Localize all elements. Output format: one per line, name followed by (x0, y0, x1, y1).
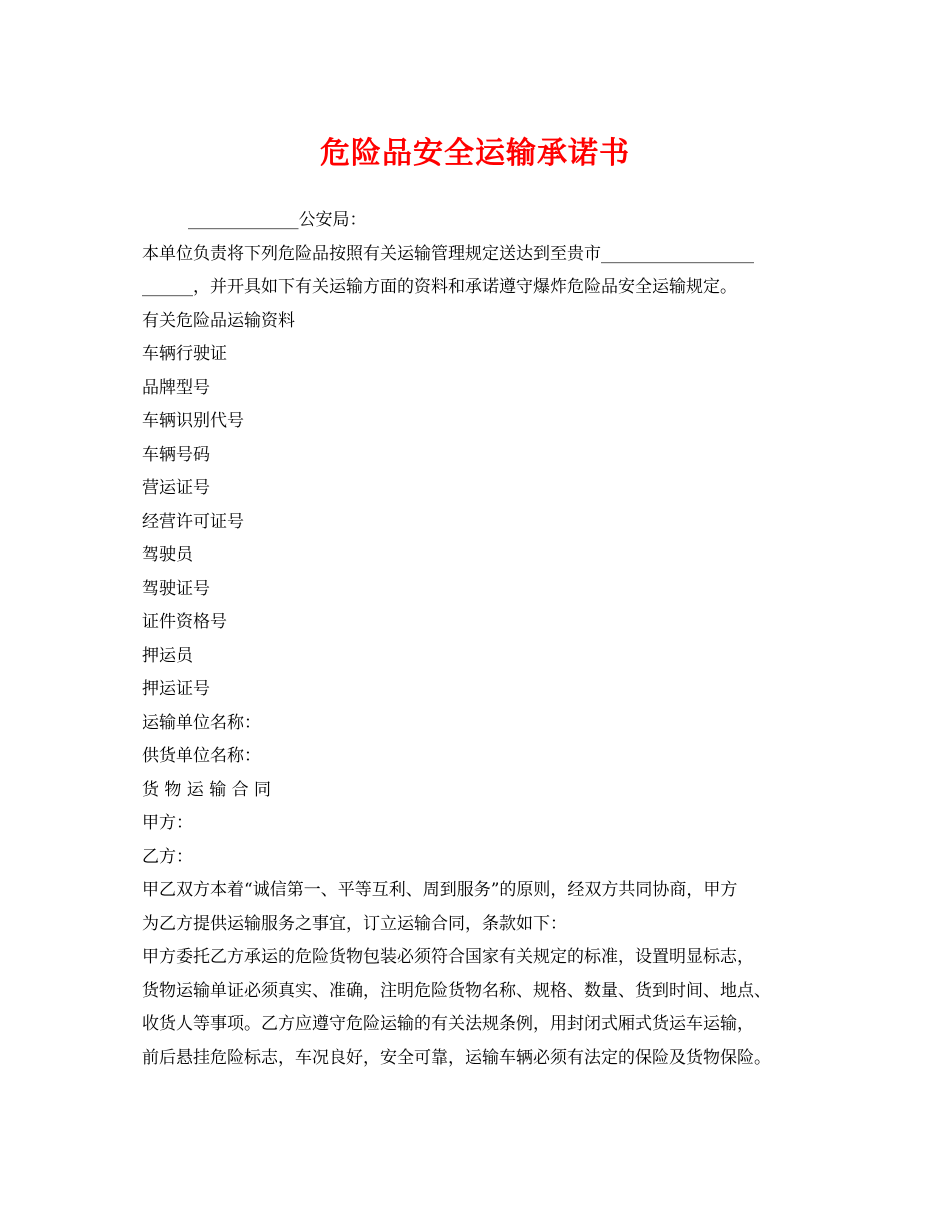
field-label: 驾驶员 (142, 545, 193, 565)
paragraph-line: 收货人等事项。乙方应遵守危险运输的有关法规条例，用封闭式厢式货运车运输， (142, 1014, 754, 1034)
field-label: 车辆识别代号 (142, 411, 244, 431)
field-label: 车辆行驶证 (142, 344, 227, 364)
paragraph-line: 甲乙双方本着“诚信第一、平等互利、周到服务”的原则，经双方共同协商，甲方 (142, 880, 738, 900)
section-heading: 有关危险品运输资料 (142, 310, 295, 331)
paragraph-line: 本单位负责将下列危险品按照有关运输管理规定送达到至贵市__________________ (142, 243, 754, 264)
field-label: 押运证号 (142, 679, 210, 699)
party-a-label: 甲方： (142, 813, 193, 833)
paragraph-line: ______，并开具如下有关运输方面的资料和承诺遵守爆炸危险品安全运输规定。 (142, 277, 737, 297)
field-label: 品牌型号 (142, 377, 210, 398)
field-label: 经营许可证号 (142, 511, 244, 532)
field-label: 驾驶证号 (142, 578, 210, 599)
paragraph-line: 甲方委托乙方承运的危险货物包装必须符合国家有关规定的标准，设置明显标志， (142, 947, 754, 967)
paragraph-line: 前后悬挂危险标志，车况良好，安全可靠，运输车辆必须有法定的保险及货物保险。 (142, 1047, 771, 1068)
field-label: 证件资格号 (142, 612, 227, 632)
addressee-line: _____________公安局： (188, 210, 367, 230)
document-title: 危险品安全运输承诺书 (320, 136, 630, 171)
paragraph-line: 货物运输单证必须真实、准确，注明危险货物名称、规格、数量、货到时间、地点、 (142, 980, 771, 1001)
paragraph-line: 为乙方提供运输服务之事宜，订立运输合同，条款如下： (142, 913, 567, 934)
field-label: 车辆号码 (142, 444, 210, 465)
party-b-label: 乙方： (142, 846, 193, 867)
field-label: 运输单位名称： (142, 712, 261, 733)
contract-heading: 货 物 运 输 合 同 (142, 779, 272, 800)
field-label: 营运证号 (142, 478, 210, 498)
field-label: 押运员 (142, 645, 193, 666)
field-label: 供货单位名称： (142, 746, 261, 766)
document-body (142, 204, 832, 1075)
